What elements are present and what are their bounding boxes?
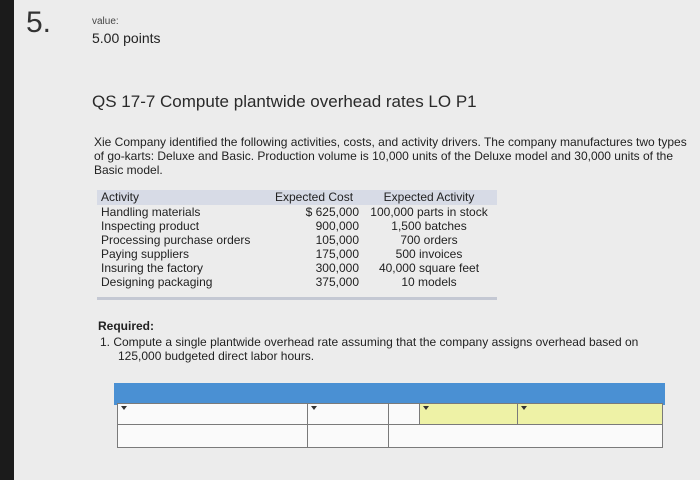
header-activity: Activity	[101, 190, 140, 204]
activity-driver: 700 orders	[400, 233, 458, 247]
header-expected-activity: Expected Activity	[383, 190, 475, 204]
activity-cost: $ 625,000	[305, 205, 359, 219]
activity-driver: 500 invoices	[395, 247, 463, 261]
activity-driver: 1,500 batches	[391, 219, 467, 233]
required-item-line: 1. Compute a single plantwide overhead rate assuming that the company assigns overhead based on	[100, 335, 639, 349]
answer-table	[114, 383, 665, 451]
activity-driver: 10 models	[401, 275, 457, 289]
activity-name: Designing packaging	[101, 275, 213, 289]
dropdown-marker-icon	[121, 406, 127, 410]
table-row	[97, 261, 497, 275]
table-row	[97, 205, 497, 219]
answer-value-input[interactable]	[307, 424, 390, 448]
activity-driver: 40,000 square feet	[378, 261, 480, 275]
answer-input-yellow[interactable]	[419, 403, 519, 426]
activity-cost: 375,000	[315, 275, 359, 289]
table-bottom-rule	[97, 297, 497, 300]
dropdown-marker-icon	[521, 406, 527, 410]
required-item-line: 125,000 budgeted direct labor hours.	[118, 349, 315, 363]
question-description: Xie Company identified the following activities, costs, and activity drivers. The company manufactures two types of go-karts: Deluxe and Basic. Production volume is 10,000 units of the Deluxe model and 30,000 units of the Basic model.	[94, 135, 687, 177]
left-edge-bar	[0, 0, 14, 480]
activity-table-header	[97, 190, 497, 205]
activity-driver: 100,000 parts in stock	[370, 205, 488, 219]
value-label: value:	[92, 16, 119, 27]
activity-cost: 300,000	[315, 261, 359, 275]
table-row	[97, 247, 497, 261]
header-expected-cost: Expected Cost	[275, 190, 354, 204]
answer-result-cell[interactable]	[388, 424, 663, 448]
activity-name: Paying suppliers	[101, 247, 190, 261]
required-heading: Required:	[98, 319, 155, 333]
dropdown-marker-icon	[311, 406, 317, 410]
activity-cost: 175,000	[315, 247, 359, 261]
table-row	[97, 275, 497, 289]
table-row	[97, 233, 497, 247]
dropdown-marker-icon	[423, 406, 429, 410]
answer-value-input[interactable]	[307, 403, 390, 426]
activity-cost: 105,000	[315, 233, 359, 247]
activity-table	[97, 190, 497, 289]
table-row	[97, 219, 497, 233]
answer-table-header	[114, 383, 665, 405]
activity-name: Processing purchase orders	[101, 233, 251, 247]
activity-name: Insuring the factory	[101, 261, 204, 275]
answer-label-input[interactable]	[117, 403, 309, 426]
points-value: 5.00 points	[92, 30, 161, 46]
required-item	[100, 335, 680, 363]
answer-operator-cell	[388, 403, 421, 426]
answer-label-input[interactable]	[117, 424, 309, 448]
activity-name: Inspecting product	[101, 219, 200, 233]
question-title: QS 17-7 Compute plantwide overhead rates LO P1	[92, 92, 477, 111]
question-number: 5.	[26, 6, 52, 39]
activity-name: Handling materials	[101, 205, 201, 219]
answer-input-yellow[interactable]	[517, 403, 663, 426]
activity-cost: 900,000	[315, 219, 359, 233]
